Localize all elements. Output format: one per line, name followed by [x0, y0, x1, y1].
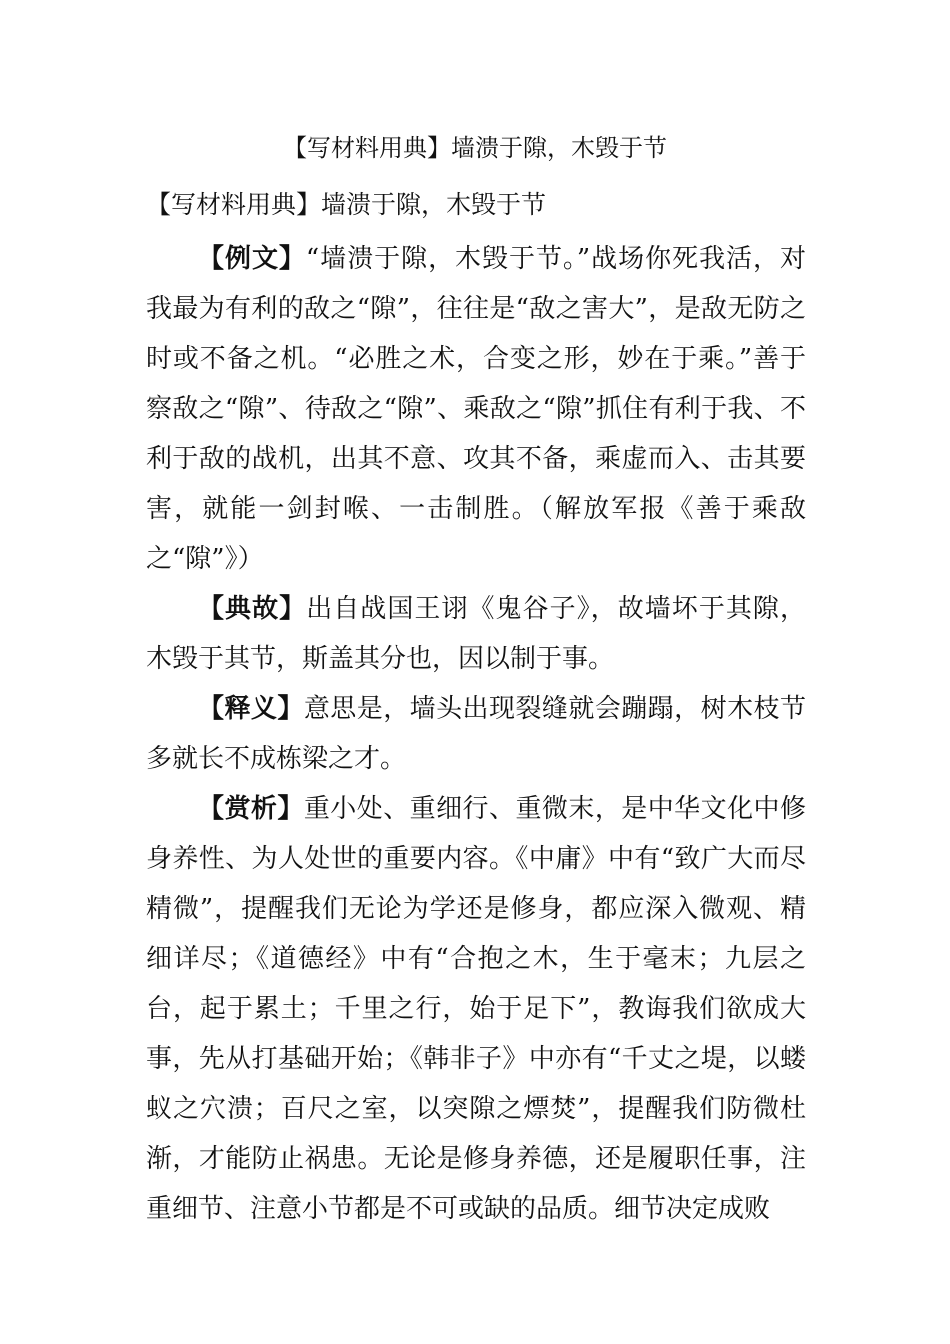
paragraph-appreciation [146, 784, 806, 1234]
paragraph-allusion [146, 584, 806, 684]
document-heading: 【写材料用典】墙溃于隙，木毁于节 [146, 190, 547, 219]
document-body [146, 180, 806, 1234]
paragraph-text: “墙溃于隙，木毁于节。”战场你死我活，对我最为有利的敌之“隙”，往往是“敌之害大”，是敌无防之时或不备之机。“必胜之术，合变之形，妙在于乘。”善于察敌之“隙”、待敌之“隙”、乘敌之“隙”抓住有利于我、不利于敌的战机，出其不意、攻其不备，乘虚而入、击其要害，就能一剑封喉、一击制胜。（解放军报《善于乘敌之“隙”》） [146, 244, 806, 574]
paragraph-text: 重小处、重细行、重微末，是中华文化中修身养性、为人处世的重要内容。《中庸》中有“致广大而尽精微”，提醒我们无论为学还是修身，都应深入微观、精细详尽；《道德经》中有“合抱之木，生于毫末；九层之台，起于累土；千里之行，始于足下”，教诲我们欲成大事，先从打基础开始；《韩非子》中亦有“千丈之堤，以蝼蚁之穴溃；百尺之室，以突隙之熛焚”，提醒我们防微杜渐，才能防止祸患。无论是修身养德，还是履职任事，注重细节、注意小节都是不可或缺的品质。细节决定成败 [146, 794, 806, 1224]
paragraph-text: 意思是，墙头出现裂缝就会蹦蹋，树木枝节多就长不成栋梁之才。 [146, 694, 806, 774]
paragraph-tag: 【典故】 [198, 594, 307, 624]
paragraph-tag: 【赏析】 [198, 794, 304, 824]
paragraph-tag: 【例文】 [198, 244, 306, 274]
paragraph-example [146, 234, 806, 584]
paragraph-tag: 【释义】 [198, 694, 304, 724]
document-title: 【写材料用典】墙溃于隙，木毁于节 [283, 134, 667, 162]
paragraph-text: 出自战国王诩《鬼谷子》，故墙坏于其隙，木毁于其节，斯盖其分也，因以制于事。 [146, 594, 806, 674]
paragraph-meaning [146, 684, 806, 784]
